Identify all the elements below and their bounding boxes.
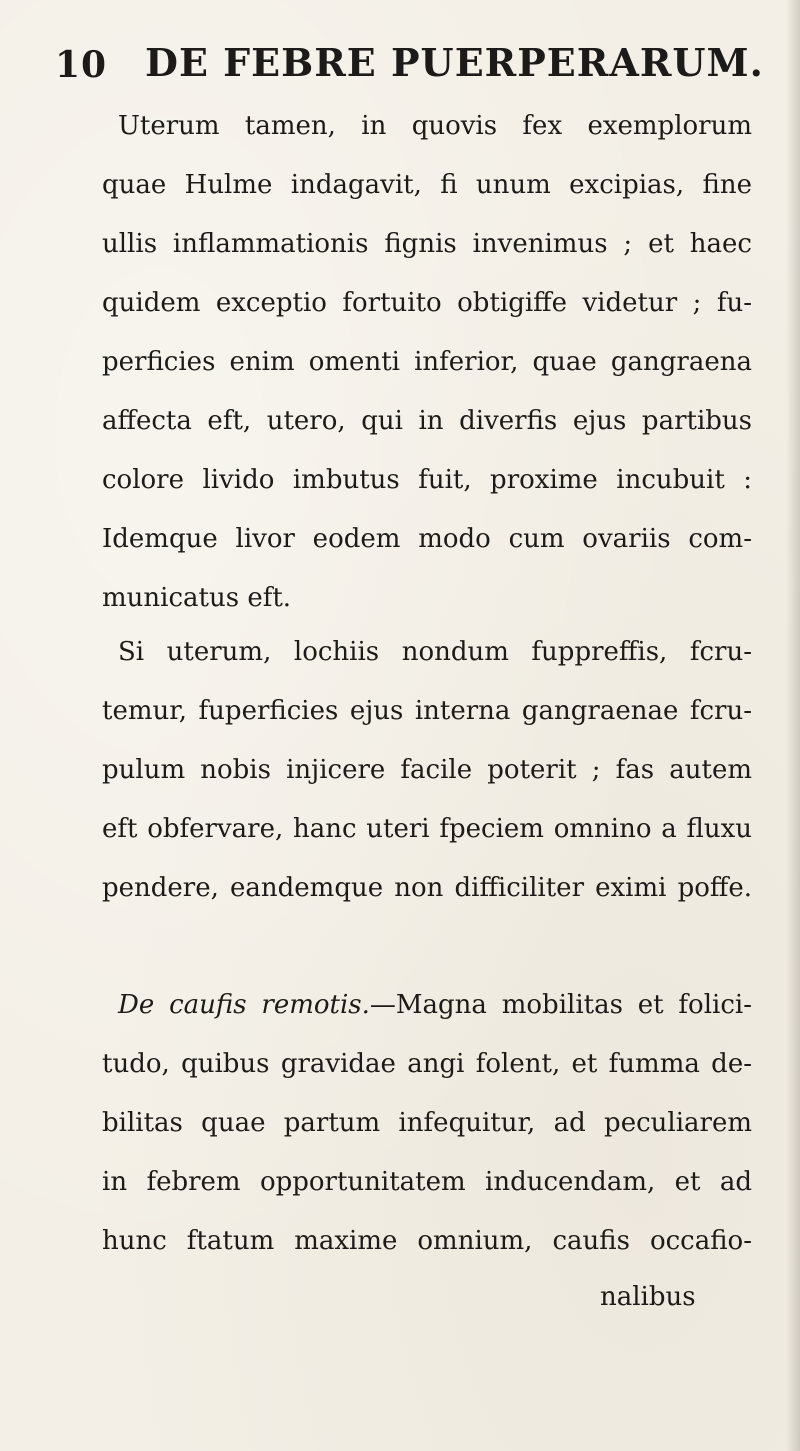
text-line: ullis inflammationis fignis invenimus ; et haec — [102, 229, 752, 259]
text-fragment: —Magna mobilitas et folici- — [369, 990, 752, 1020]
text-line: perficies enim omenti inferior, quae gangraena — [102, 347, 752, 377]
running-head — [55, 40, 764, 90]
text-line: Idemque livor eodem modo cum ovariis com- — [102, 524, 752, 554]
text-line: temur, fuperficies ejus interna gangraenae fcru- — [102, 696, 752, 726]
page-edge-shadow — [786, 0, 800, 1451]
text-line: eft obfervare, hanc uteri fpeciem omnino a fluxu — [102, 814, 752, 844]
text-line: quidem exceptio fortuito obtigiffe videtur ; fu- — [102, 288, 752, 318]
text-line: tudo, quibus gravidae angi folent, et fumma de- — [102, 1049, 752, 1079]
text-line: in febrem opportunitatem inducendam, et ad — [102, 1167, 752, 1197]
running-title: DE FEBRE PUERPERARUM. — [145, 40, 764, 85]
catchword: nalibus — [600, 1282, 696, 1312]
paragraph-2 — [102, 623, 752, 918]
text-line-with-heading — [102, 976, 752, 1035]
text-line: Si uterum, lochiis nondum fuppreffis, fcru- — [118, 637, 752, 667]
text-line: affecta eft, utero, qui in diverfis ejus partibus — [102, 406, 752, 436]
paragraph-1 — [102, 97, 752, 628]
text-line: quae Hulme indagavit, fi unum excipias, fine — [102, 170, 752, 200]
text-line: municatus eft. — [102, 583, 292, 613]
page-number: 10 — [55, 44, 108, 86]
section-heading: De caufis remotis. — [118, 990, 370, 1020]
text-line: pulum nobis injicere facile poterit ; fas autem — [102, 755, 752, 785]
text-line: hunc ftatum maxime omnium, caufis occafio- — [102, 1226, 752, 1256]
text-line: Uterum tamen, in quovis fex exemplorum — [118, 111, 752, 141]
text-line: bilitas quae partum infequitur, ad peculiarem — [102, 1108, 752, 1138]
paragraph-3 — [102, 976, 752, 1271]
text-line: pendere, eandemque non difficiliter eximi poffe. — [102, 873, 752, 903]
text-line: colore livido imbutus fuit, proxime incubuit : — [102, 465, 752, 495]
